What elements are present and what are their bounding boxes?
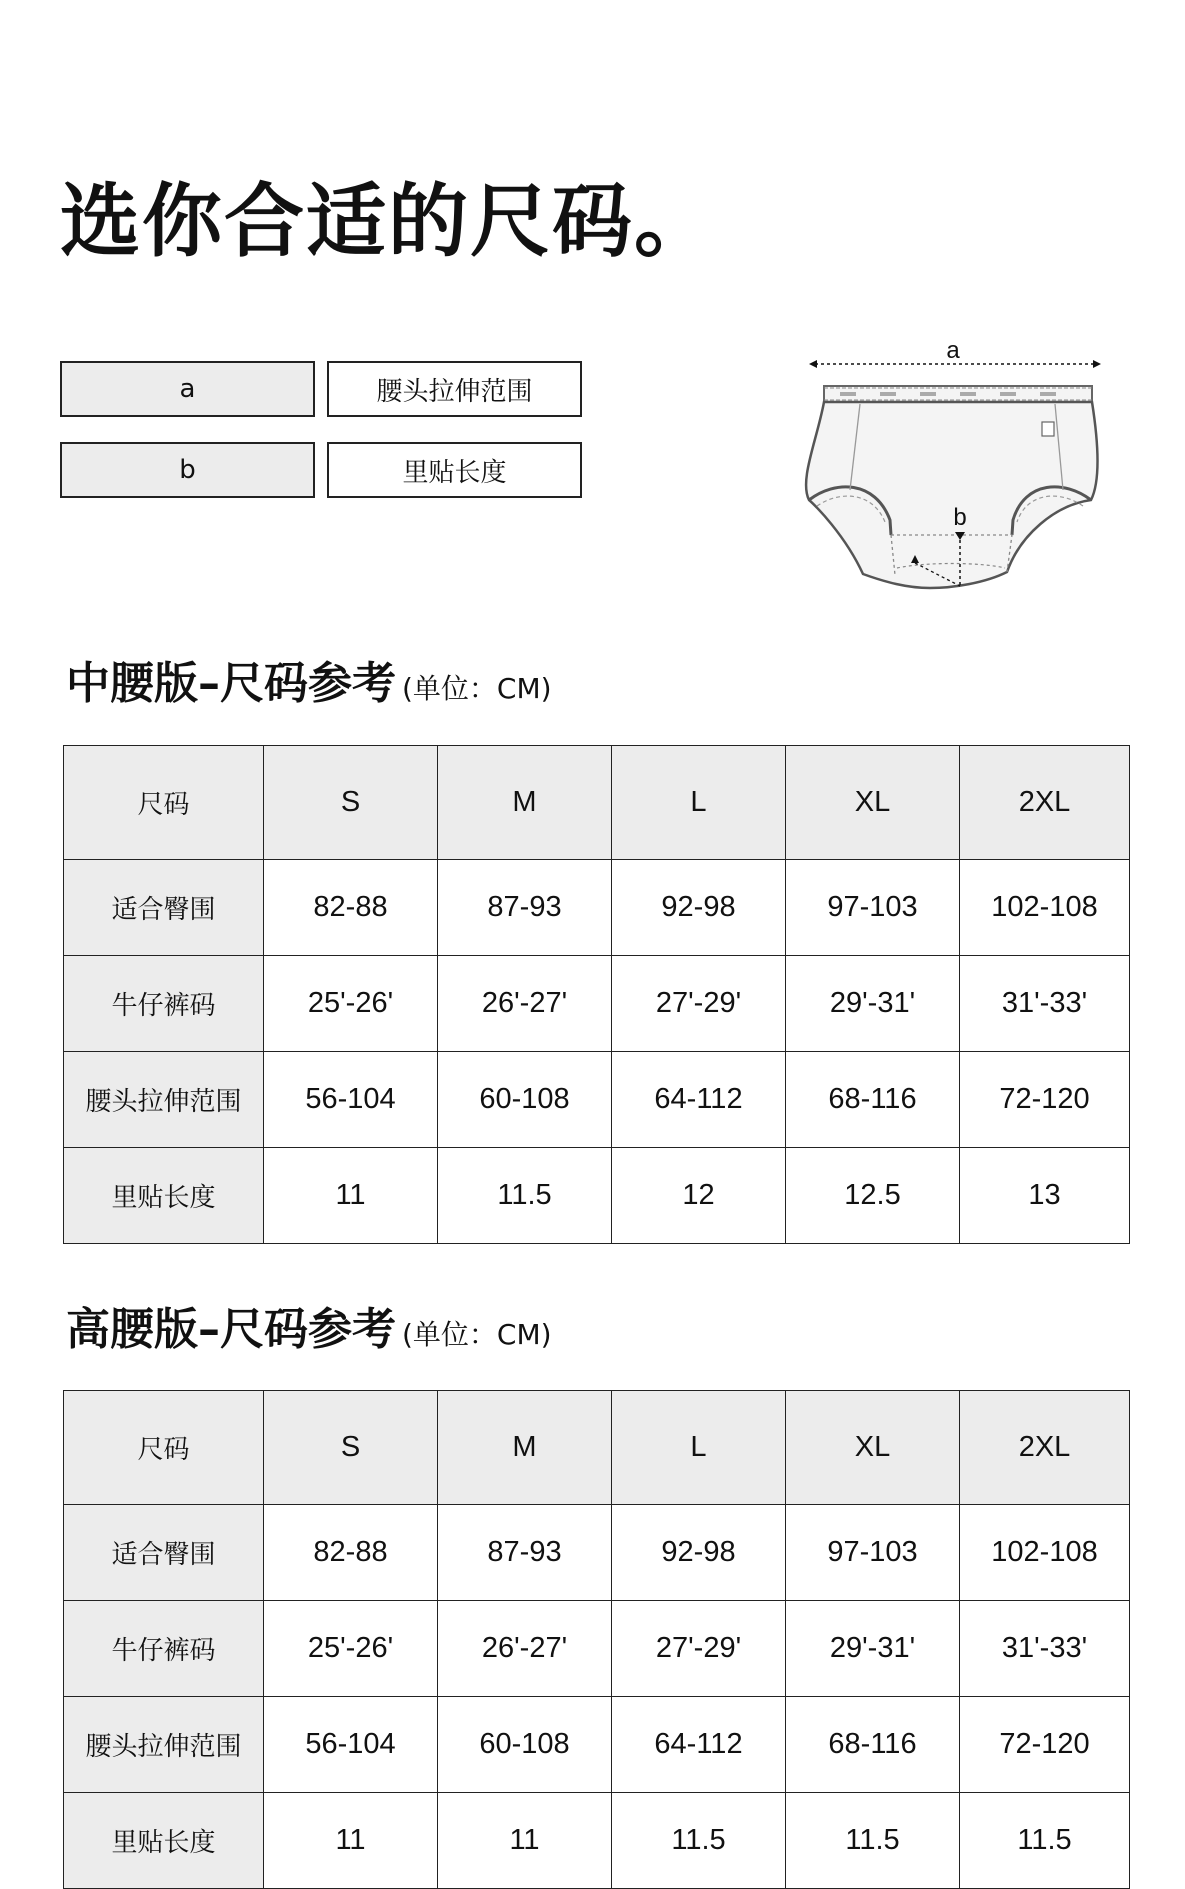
table-cell: 87-93: [438, 860, 612, 956]
table-cell: 68-116: [786, 1052, 960, 1148]
legend-key-a: a: [60, 361, 315, 417]
table-cell: 56-104: [264, 1697, 438, 1793]
table-cell: 102-108: [960, 1505, 1130, 1601]
table-cell: 92-98: [612, 860, 786, 956]
section-title-text: 中腰版–尺码参考: [66, 658, 396, 709]
table-cell: 60-108: [438, 1697, 612, 1793]
header-cell: XL: [786, 1391, 960, 1505]
table-row: [64, 1505, 1130, 1601]
header-cell: M: [438, 1391, 612, 1505]
table-cell: 97-103: [786, 1505, 960, 1601]
table-cell: 97-103: [786, 860, 960, 956]
table-cell: 13: [960, 1148, 1130, 1244]
header-cell: 2XL: [960, 1391, 1130, 1505]
table-cell: 11: [264, 1793, 438, 1889]
table-cell: 27'-29': [612, 956, 786, 1052]
header-cell: 尺码: [64, 746, 264, 860]
table-cell: 27'-29': [612, 1601, 786, 1697]
header-cell: 2XL: [960, 746, 1130, 860]
header-cell: S: [264, 1391, 438, 1505]
table-cell: 82-88: [264, 860, 438, 956]
table-cell: 56-104: [264, 1052, 438, 1148]
table-cell: 26'-27': [438, 956, 612, 1052]
table-cell: 31'-33': [960, 956, 1130, 1052]
arrow-right-icon: [1093, 360, 1101, 368]
header-cell: 尺码: [64, 1391, 264, 1505]
table-row: [64, 1601, 1130, 1697]
section-title-high-rise: [66, 1300, 552, 1365]
table-cell: 60-108: [438, 1052, 612, 1148]
table-cell: 64-112: [612, 1052, 786, 1148]
table-header-row: [64, 746, 1130, 860]
table-cell: 87-93: [438, 1505, 612, 1601]
table-row: [64, 1052, 1130, 1148]
row-label: 腰头拉伸范围: [64, 1697, 264, 1793]
header-cell: S: [264, 746, 438, 860]
header-cell: L: [612, 1391, 786, 1505]
table-header-row: [64, 1391, 1130, 1505]
unit-label: (单位：CM): [402, 1318, 552, 1351]
table-row: [64, 1148, 1130, 1244]
table-cell: 25'-26': [264, 1601, 438, 1697]
diagram-label-b: b: [953, 504, 967, 531]
legend-label-b: 里贴长度: [327, 442, 582, 498]
label-tag: [1042, 422, 1054, 436]
row-label: 牛仔裤码: [64, 956, 264, 1052]
legend-label-a: 腰头拉伸范围: [327, 361, 582, 417]
page-title: 选你合适的尺码。: [60, 175, 716, 268]
size-table-high-rise: [63, 1390, 1130, 1889]
table-row: [64, 1697, 1130, 1793]
legend-key-b: b: [60, 442, 315, 498]
table-cell: 82-88: [264, 1505, 438, 1601]
table-cell: 11.5: [786, 1793, 960, 1889]
unit-label: (单位：CM): [402, 672, 552, 705]
underwear-diagram: [795, 330, 1120, 605]
table-cell: 11.5: [960, 1793, 1130, 1889]
row-label: 里贴长度: [64, 1793, 264, 1889]
table-cell: 26'-27': [438, 1601, 612, 1697]
table-cell: 11.5: [612, 1793, 786, 1889]
table-row: [64, 956, 1130, 1052]
section-title-mid-rise: [66, 654, 552, 719]
row-label: 里贴长度: [64, 1148, 264, 1244]
section-title-text: 高腰版–尺码参考: [66, 1304, 396, 1355]
row-label: 牛仔裤码: [64, 1601, 264, 1697]
size-table-mid-rise: [63, 745, 1130, 1244]
table-row: [64, 860, 1130, 956]
table-cell: 68-116: [786, 1697, 960, 1793]
table-cell: 102-108: [960, 860, 1130, 956]
row-label: 适合臀围: [64, 860, 264, 956]
table-cell: 12.5: [786, 1148, 960, 1244]
table-cell: 29'-31': [786, 1601, 960, 1697]
row-label: 腰头拉伸范围: [64, 1052, 264, 1148]
diagram-label-a: a: [946, 337, 960, 364]
table-row: [64, 1793, 1130, 1889]
table-cell: 72-120: [960, 1052, 1130, 1148]
arrow-left-icon: [809, 360, 817, 368]
header-cell: M: [438, 746, 612, 860]
table-cell: 11: [264, 1148, 438, 1244]
table-cell: 11: [438, 1793, 612, 1889]
table-cell: 11.5: [438, 1148, 612, 1244]
table-cell: 72-120: [960, 1697, 1130, 1793]
header-cell: XL: [786, 746, 960, 860]
header-cell: L: [612, 746, 786, 860]
table-cell: 25'-26': [264, 956, 438, 1052]
table-cell: 31'-33': [960, 1601, 1130, 1697]
table-cell: 29'-31': [786, 956, 960, 1052]
table-cell: 92-98: [612, 1505, 786, 1601]
table-cell: 64-112: [612, 1697, 786, 1793]
row-label: 适合臀围: [64, 1505, 264, 1601]
table-cell: 12: [612, 1148, 786, 1244]
